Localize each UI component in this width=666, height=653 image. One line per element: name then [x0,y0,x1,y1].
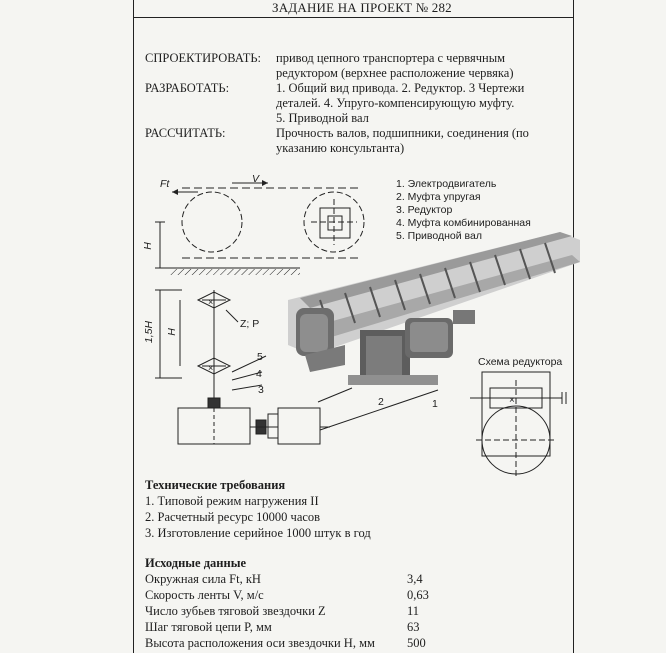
callout-1: 1 [432,398,438,410]
callout-5: 5 [257,351,263,363]
param-name: Шаг тяговой цепи P, мм [145,620,272,634]
reducer-schema [470,372,566,476]
param-value: 500 [407,636,426,650]
task-calculate-line-2: указанию консультанта) [276,141,405,155]
task-develop-line-1: 1. Общий вид привода. 2. Редуктор. 3 Чертежи [276,81,525,95]
label-v: V [252,173,260,185]
task-label-calculate: РАССЧИТАТЬ: [145,126,226,140]
param-value: 63 [407,620,420,634]
chain-schema [155,183,364,275]
param-name: Окружная сила Ft, кН [145,572,261,586]
param-value: 0,63 [407,588,429,602]
requirements-heading: Технические требования [145,478,286,492]
legend-item: 4. Муфта комбинированная [396,217,531,229]
task-develop-line-2: деталей. 4. Упруго-компенсирующую муфту. [276,96,515,110]
label-1-5h: 1,5H [143,320,156,344]
param-value: 3,4 [407,572,423,586]
parts-legend [396,178,531,243]
reducer-schema-title: Схема редуктора [478,356,563,368]
svg-text:×: × [509,395,515,406]
callout-3: 3 [258,384,264,396]
label-ft: Ft [160,178,170,190]
param-name: Число зубьев тяговой звездочки Z [145,604,326,618]
task-design-line-1: привод цепного транспортера с червячным [276,51,506,65]
requirement-item: 1. Типовой режим нагружения II [145,494,319,508]
legend-item: 2. Муфта упругая [396,191,481,203]
label-h-upper: H [141,242,154,250]
legend-item: 1. Электродвигатель [396,178,497,190]
param-name: Высота расположения оси звездочки H, мм [145,636,375,650]
label-h-lower: H [165,328,178,336]
svg-text:×: × [208,363,214,373]
svg-text:×: × [208,297,214,307]
task-calculate-line-1: Прочность валов, подшипники, соединения (по [276,126,529,140]
callout-2: 2 [378,396,384,408]
callout-4: 4 [256,368,262,380]
requirement-item: 3. Изготовление серийное 1000 штук в год [145,526,371,540]
input-data-heading: Исходные данные [145,556,247,570]
task-design-line-2: редуктором (верхнее расположение червяка) [276,66,514,80]
task-develop-line-3: 5. Приводной вал [276,111,369,125]
legend-item: 3. Редуктор [396,204,453,216]
requirement-item: 2. Расчетный ресурс 10000 часов [145,510,321,524]
task-label-design: СПРОЕКТИРОВАТЬ: [145,51,262,65]
label-zp: Z; P [240,318,260,330]
page-title: ЗАДАНИЕ НА ПРОЕКТ № 282 [272,0,452,15]
param-name: Скорость ленты V, м/с [145,588,264,602]
task-label-develop: РАЗРАБОТАТЬ: [145,81,230,95]
legend-item: 5. Приводной вал [396,230,482,242]
param-value: 11 [407,604,420,618]
